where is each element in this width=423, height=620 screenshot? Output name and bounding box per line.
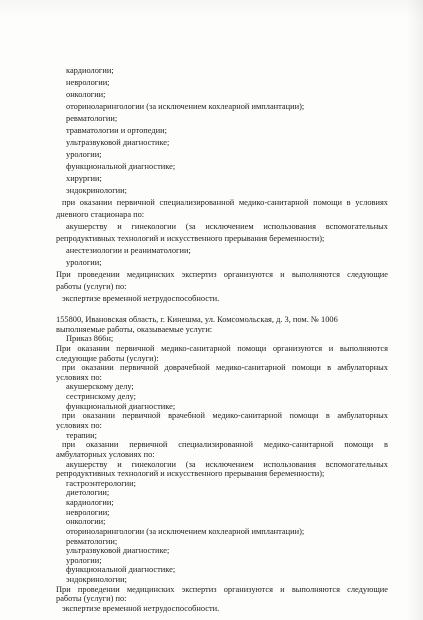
text-line: ультразвуковой диагностике; xyxy=(66,138,170,147)
text-line: экспертизе временной нетрудоспособности. xyxy=(62,294,220,303)
text-line: неврологии; xyxy=(66,78,110,87)
text-line: оториноларингологии (за исключением кохлеарной имплантации); xyxy=(66,102,305,111)
scan-shadow-right xyxy=(407,0,423,620)
text-line: гастроэнтерологии; xyxy=(66,479,136,488)
text-line: ревматологии; xyxy=(66,114,118,123)
text-line: акушерству и гинекологии (за исключением использования вспомогательных xyxy=(66,222,388,231)
text-line: травматологии и ортопедии; xyxy=(66,126,167,135)
text-line: урологии; xyxy=(66,556,102,565)
text-line: условиях по: xyxy=(56,373,102,382)
text-line: анестезиологии и реаниматологии; xyxy=(66,246,191,255)
text-line: диетологии; xyxy=(66,488,110,497)
text-line: работы (услуги) по: xyxy=(56,594,127,603)
text-line: репродуктивных технологий и искусственного прерывания беременности); xyxy=(56,234,325,243)
text-line: выполняемые работы, оказываемые услуги: xyxy=(56,325,213,334)
text-line: ревматологии; xyxy=(66,537,118,546)
text-line: сестринскому делу; xyxy=(66,392,136,401)
address-line: 155800, Ивановская область, г. Кинешма, ул. Комсомольская, д. 3, пом. № 1006 xyxy=(56,315,338,324)
text-line: при оказании первичной специализированной медико-санитарной помощи в xyxy=(62,440,388,449)
text-line: хирургии; xyxy=(66,174,102,183)
text-line: дневного стационара по: xyxy=(56,210,145,219)
text-line: кардиологии; xyxy=(66,66,114,75)
text-line: онкологии; xyxy=(66,517,106,526)
text-line: При проведении медицинских экспертиз организуются и выполняются следующие xyxy=(56,270,388,279)
text-line: эндокринологии; xyxy=(66,186,127,195)
text-line: При оказании первичной медико-санитарной помощи организуются и выполняются xyxy=(56,344,388,353)
text-line: функциональной диагностике; xyxy=(66,565,176,574)
text-line: эндокринологии; xyxy=(66,575,127,584)
text-line: При проведении медицинских экспертиз организуются и выполняются следующие xyxy=(56,585,388,594)
scan-shadow-top xyxy=(0,0,423,20)
text-line: акушерскому делу; xyxy=(66,382,134,391)
text-line: следующие работы (услуги): xyxy=(56,354,159,363)
text-line: экспертизе временной нетрудоспособности. xyxy=(62,604,220,613)
text-line: функциональной диагностике; xyxy=(66,162,176,171)
text-line: при оказании первичной доврачебной медико-санитарной помощи в амбулаторных xyxy=(62,363,388,372)
text-line: ультразвуковой диагностике; xyxy=(66,546,170,555)
text-line: оториноларингологии (за исключением кохлеарной имплантации); xyxy=(66,527,305,536)
text-line: репродуктивных технологий и искусственного прерывания беременности); xyxy=(56,469,325,478)
text-line: урологии; xyxy=(66,258,102,267)
text-line: кардиологии; xyxy=(66,498,114,507)
text-line: условиях по: xyxy=(56,421,102,430)
text-line: при оказании первичной врачебной медико-санитарной помощи в амбулаторных xyxy=(62,411,388,420)
text-line: урологии; xyxy=(66,150,102,159)
text-line: онкологии; xyxy=(66,90,106,99)
text-line: функциональной диагностике; xyxy=(66,402,176,411)
text-line: Приказ 866н; xyxy=(66,334,114,343)
text-line: амбулаторных условиях по: xyxy=(56,450,155,459)
text-line: терапии; xyxy=(66,431,97,440)
text-line: при оказании первичной специализированной медико-санитарной помощи в условиях xyxy=(62,198,388,207)
text-line: работы (услуги) по: xyxy=(56,282,127,291)
text-line: акушерству и гинекологии (за исключением использования вспомогательных xyxy=(66,460,388,469)
text-line: неврологии; xyxy=(66,508,110,517)
